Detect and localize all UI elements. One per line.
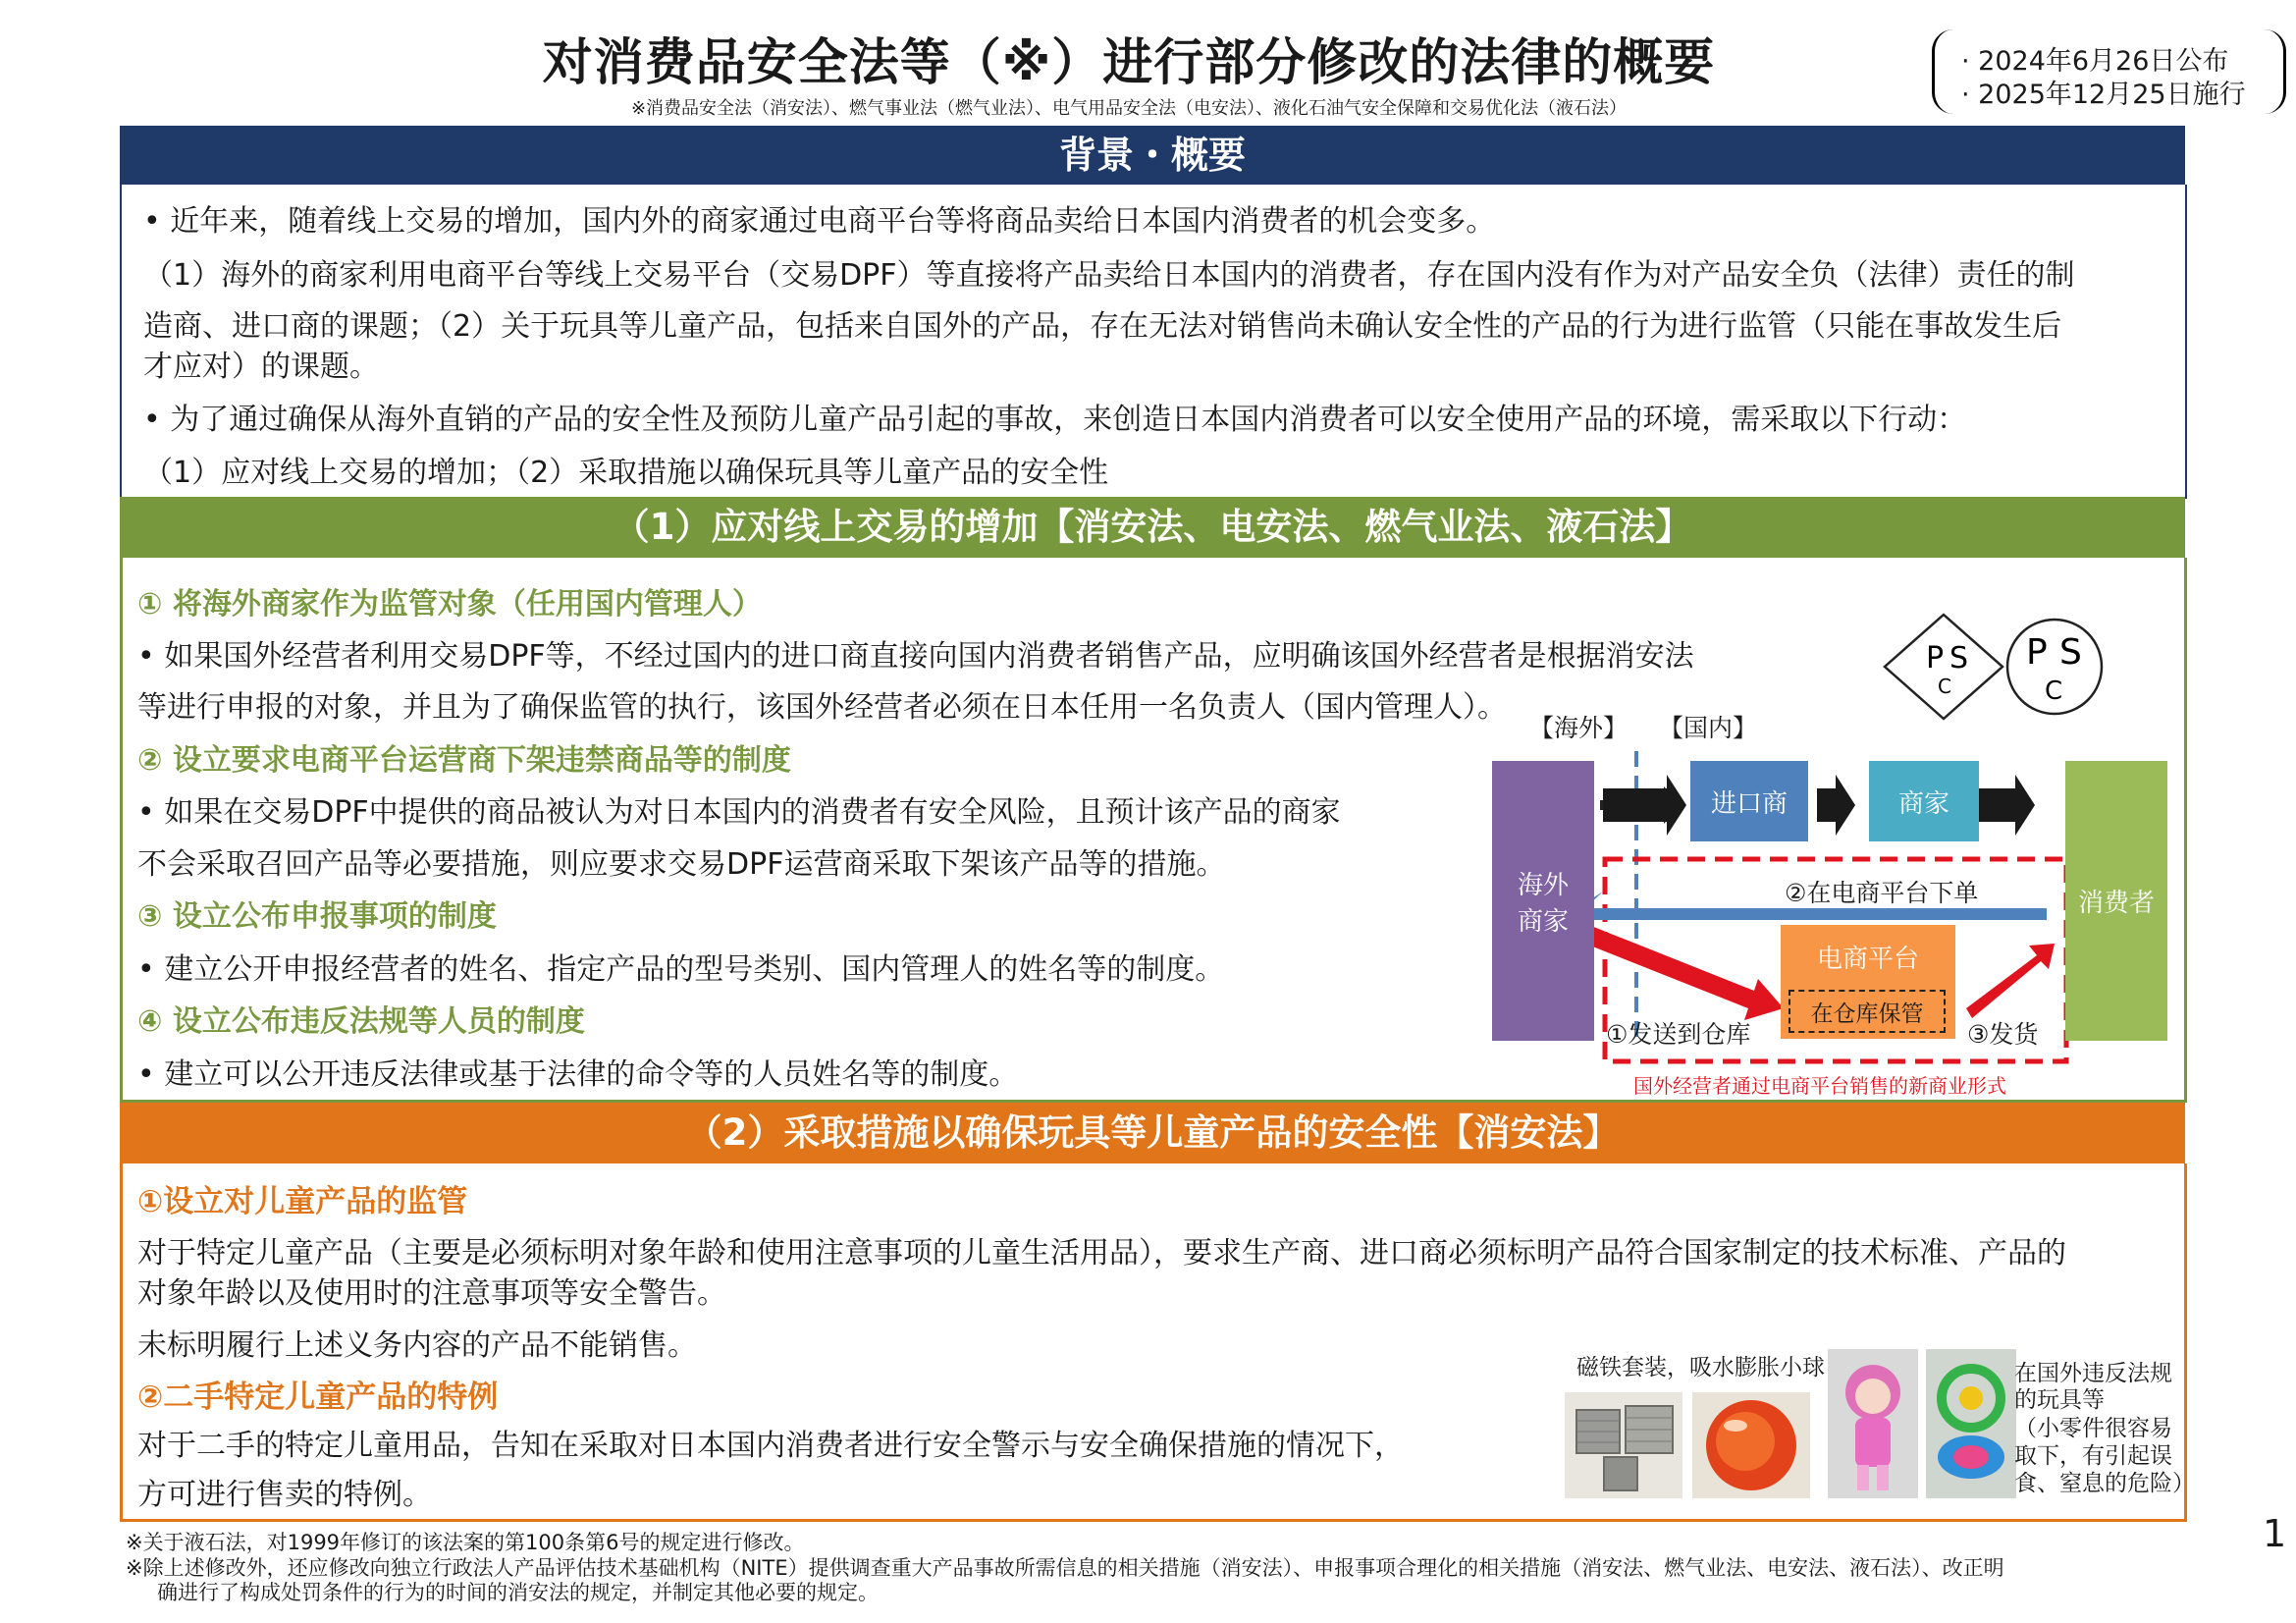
background-line-1: • 近年来，随着线上交易的增加，国内外的商家通过电商平台等将商品卖给日本国内消费者的机会变多。: [143, 204, 1496, 239]
background-heading: 背景・概要: [120, 126, 2185, 185]
psc-diamond-c: C: [1938, 675, 1951, 698]
toys-label-5: 食、窒息的危险）: [2014, 1471, 2195, 1496]
background-line-6: （1）应对线上交易的增加；（2）采取措施以确保玩具等儿童产品的安全性: [143, 456, 1109, 490]
section1-heading: （1）应对线上交易的增加【消安法、电安法、燃气业法、液石法】: [120, 497, 2185, 558]
footnote-1: ※关于液石法，对1999年修订的该法案的第100条第6号的规定进行修改。: [126, 1531, 805, 1554]
importer-box: 进口商: [1690, 761, 1808, 841]
merchant-box: 商家: [1869, 761, 1979, 841]
section1-item2-line2: 不会采取召回产品等必要措施，则应要求交易DPF运营商采取下架该产品等的措施。: [137, 847, 1226, 882]
section1-item2-title: ② 设立要求电商平台运营商下架违禁商品等的制度: [137, 743, 791, 778]
page-number: 1: [2263, 1512, 2287, 1555]
footnote-3: 确进行了构成处罚条件的行为的时间的消安法的规定，并制定其他必要的规定。: [157, 1581, 879, 1604]
toys-label-1: 在国外违反法规: [2014, 1361, 2172, 1386]
section2-item2-line1: 对于二手的特定儿童用品，告知在采取对日本国内消费者进行安全警示与安全确保措施的情况下，: [137, 1429, 1404, 1463]
section1-item4-title: ④ 设立公布违反法规等人员的制度: [137, 1004, 585, 1039]
section1-item1-title: ① 将海外商家作为监管对象（任用国内管理人）: [137, 587, 762, 622]
arrow-to-merchant-icon: [1817, 775, 1855, 836]
photos-label: 磁铁套装，吸水膨胀小球: [1576, 1355, 1825, 1380]
magnet-set-photo: [1565, 1392, 1682, 1498]
ship-goods-label: ③发货: [1967, 1020, 2039, 1049]
psc-circle-p: P: [2026, 632, 2048, 673]
ship-to-warehouse-label: ①发送到仓库: [1606, 1020, 1751, 1049]
arrow-to-importer-icon: [1603, 775, 1686, 836]
section1-item3-line1: • 建立公开申报经营者的姓名、指定产品的型号类别、国内管理人的姓名等的制度。: [137, 952, 1225, 987]
psc-circle-c: C: [2045, 676, 2063, 706]
psc-circle-s: S: [2059, 632, 2082, 673]
overseas-merchant-box: 海外 商家: [1492, 761, 1594, 1041]
toys-label-2: 的玩具等: [2014, 1387, 2105, 1413]
section2-item1-line2: 对象年龄以及使用时的注意事项等安全警告。: [137, 1276, 726, 1311]
section2-item2-title: ②二手特定儿童产品的特例: [137, 1380, 499, 1415]
page-title: 对消费品安全法等（※）进行部分修改的法律的概要: [542, 34, 1716, 92]
overseas-tag: 【海外】: [1529, 714, 1629, 742]
psc-diamond-p: P: [1926, 641, 1945, 676]
doll-toy-photo: [1828, 1349, 1918, 1498]
domestic-tag: 【国内】: [1659, 714, 1758, 742]
background-line-2: （1）海外的商家利用电商平台等线上交易平台（交易DPF）等直接将产品卖给日本国内的消费者，存在国内没有作为对产品安全负（法律）责任的制: [143, 258, 2075, 293]
warehouse-box: 在仓库保管: [1789, 990, 1946, 1033]
section1-item1-line2: 等进行申报的对象，并且为了确保监管的执行，该国外经营者必须在日本任用一名负责人（国内管理人）。: [137, 690, 1507, 725]
section2-item1-line3: 未标明履行上述义务内容的产品不能销售。: [137, 1328, 697, 1363]
toys-label-4: 取下，有引起误: [2014, 1443, 2172, 1469]
rattle-toy-photo: [1926, 1349, 2016, 1498]
date-published: · 2024年6月26日公布: [1961, 46, 2229, 77]
diagram-caption: 国外经营者通过电商平台销售的新商业形式: [1633, 1074, 2006, 1098]
footnote-2: ※除上述修改外，还应修改向独立行政法人产品评估技术基础机构（NITE）提供调查重大产品事故所需信息的相关措施（消安法）、申报事项合理化的相关措施（消安法、燃气业法、电安法、液石法）、改正明: [126, 1556, 2004, 1580]
section2-heading: （2）采取措施以确保玩具等儿童产品的安全性【消安法】: [120, 1103, 2185, 1163]
section1-item3-title: ③ 设立公布申报事项的制度: [137, 899, 497, 934]
ship-to-consumer-arrow-icon: [1966, 944, 2055, 1018]
section1-item4-line1: • 建立可以公开违反法律或基于法律的命令等的人员姓名等的制度。: [137, 1057, 1019, 1092]
platform-label: 电商平台: [1816, 945, 1919, 974]
section1-item2-line1: • 如果在交易DPF中提供的商品被认为对日本国内的消费者有安全风险，且预计该产品的商家: [137, 795, 1341, 830]
toys-label-3: （小零件很容易: [2014, 1416, 2172, 1441]
ship-to-warehouse-arrow-icon: [1585, 926, 1784, 1020]
psc-marks: [1883, 613, 2109, 721]
water-ball-photo: [1692, 1392, 1810, 1498]
consumer-box: 消费者: [2065, 761, 2167, 1041]
section2-item1-line1: 对于特定儿童产品（主要是必须标明对象年龄和使用注意事项的儿童生活用品），要求生产商、进口商必须标明产品符合国家制定的技术标准、产品的: [137, 1236, 2066, 1271]
arrow-to-consumer-icon: [1978, 775, 2035, 836]
background-line-5: • 为了通过确保从海外直销的产品的安全性及预防儿童产品引起的事故，来创造日本国内消费者可以安全使用产品的环境，需采取以下行动：: [143, 403, 1967, 437]
section1-item1-line1: • 如果国外经营者利用交易DPF等，不经过国内的进口商直接向国内消费者销售产品，应明确该国外经营者是根据消安法: [137, 639, 1694, 674]
psc-diamond-s: S: [1949, 641, 1969, 676]
background-line-4: 才应对）的课题。: [143, 350, 379, 384]
page-subtitle: ※消费品安全法（消安法）、燃气事业法（燃气业法）、电气用品安全法（电安法）、液化石油气安全保障和交易优化法（液石法）: [630, 98, 1628, 119]
section2-item2-line2: 方可进行售卖的特例。: [137, 1478, 432, 1512]
order-label: ②在电商平台下单: [1785, 879, 1979, 907]
section2-item1-title: ①设立对儿童产品的监管: [137, 1184, 468, 1219]
background-line-3: 造商、进口商的课题；（2）关于玩具等儿童产品，包括来自国外的产品，存在无法对销售尚未确认安全性的产品的行为进行监管（只能在事故发生后: [143, 309, 2062, 344]
date-effective: · 2025年12月25日施行: [1961, 80, 2246, 110]
